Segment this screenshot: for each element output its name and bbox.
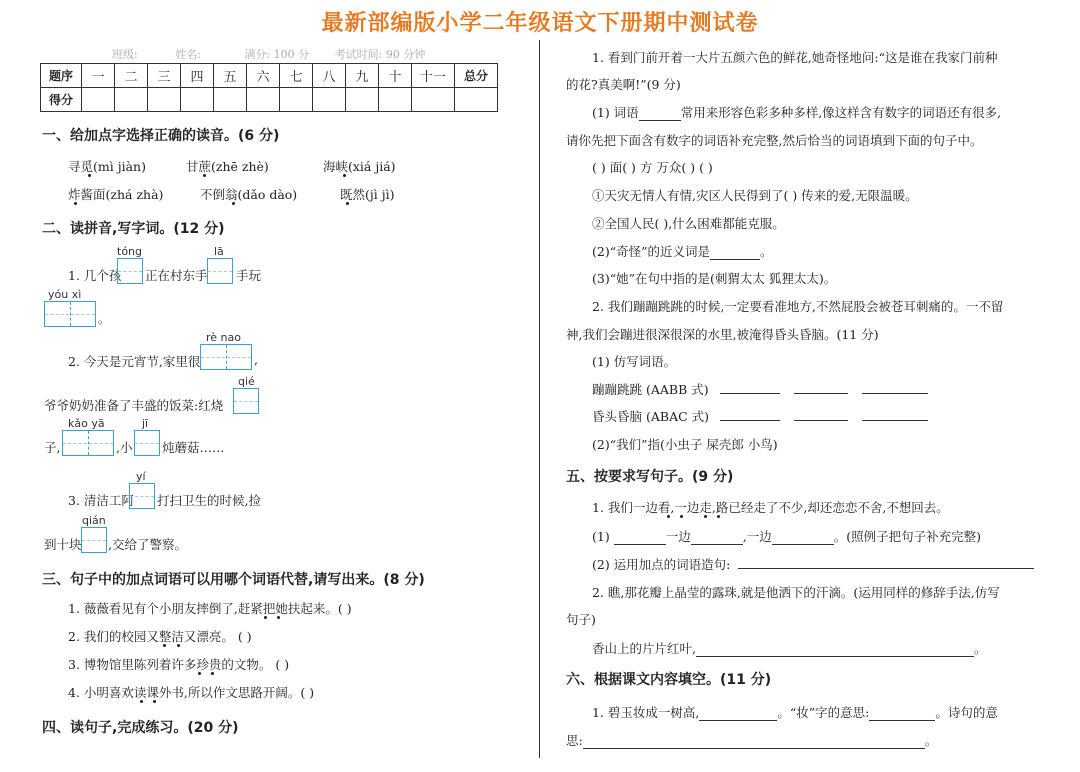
section-2-title: 二、读拼音,写字词。(12 分): [42, 221, 225, 237]
s4-text: 1. 看到门前开着一大片五颜六色的鲜花,她奇怪地问:“这是谁在我家门前种: [592, 50, 998, 65]
row-label: 得分: [41, 88, 82, 112]
score-table: [40, 63, 498, 112]
col-header: 三: [148, 64, 181, 88]
s2-text: 炖蘑菇……: [162, 440, 225, 455]
score-cell[interactable]: [148, 88, 181, 112]
blank-line[interactable]: [696, 644, 974, 657]
col-header: 九: [346, 64, 379, 88]
s4-text: ①天灾无情人有情,灾区人民得到了( ) 传来的爱,无限温暖。: [592, 188, 918, 203]
class-label: 班级:: [112, 48, 138, 61]
s4-text: 2. 我们蹦蹦跳跳的时候,一定要看准地方,不然屁股会被苍耳刺痛的。一不留: [592, 299, 1004, 314]
s2-text: 到十块: [44, 537, 82, 552]
col-header: 五: [214, 64, 247, 88]
s5-text: [592, 639, 987, 657]
total-header: 总分: [455, 64, 498, 88]
s3-item: 1. 薇薇看见有个小朋友摔倒了,赶紧把她扶起来。( ): [68, 601, 352, 616]
section-4-title: 四、读句子,完成练习。(20 分): [42, 720, 239, 736]
s6-text: [566, 731, 937, 749]
s5-text: [592, 527, 981, 545]
blank-line[interactable]: [869, 708, 935, 721]
emphasis-dot: [140, 700, 143, 703]
s4-text: [592, 103, 1001, 121]
blank-line[interactable]: [772, 532, 834, 545]
writing-box[interactable]: [129, 483, 155, 509]
s5-text-part: 。: [973, 641, 987, 656]
pinyin: lā: [214, 245, 224, 258]
col-header: 八: [313, 64, 346, 88]
s6-text-part: 。: [924, 733, 938, 748]
blank-line[interactable]: [720, 408, 780, 421]
col-header: 四: [181, 64, 214, 88]
s1-item: 炸酱面(zhá zhà): [68, 187, 164, 202]
s2-text: 1. 几个孩: [68, 268, 122, 283]
blank-line[interactable]: [583, 736, 925, 749]
emphasis-dot: [163, 644, 166, 647]
s2-text: 打扫卫生的时候,捡: [157, 493, 261, 508]
s1-item: 不倒翁(dǎo dào): [200, 187, 298, 202]
writing-box[interactable]: [233, 388, 259, 414]
writing-box[interactable]: [117, 258, 143, 284]
score-cell[interactable]: [247, 88, 280, 112]
pinyin: yóu xì: [48, 288, 82, 301]
writing-box[interactable]: [207, 258, 233, 284]
writing-box[interactable]: [44, 301, 96, 327]
section-3-title: 三、句子中的加点词语可以用哪个词语代替,请写出来。(8 分): [42, 572, 425, 588]
s1-item: 海峡(xiá jiá): [323, 159, 396, 174]
blank-line[interactable]: [794, 408, 848, 421]
section-5-title: 五、按要求写句子。(9 分): [566, 469, 734, 485]
pinyin: yí: [136, 470, 146, 483]
s1-item: 甘蔗(zhē zhè): [186, 159, 269, 174]
emphasis-dot: [153, 700, 156, 703]
s2-text: 。: [98, 311, 111, 326]
s2-text: ,交给了警察。: [108, 537, 187, 552]
writing-box[interactable]: [62, 430, 114, 456]
score-cell[interactable]: [379, 88, 412, 112]
s4-text-part: (1) 词语: [592, 105, 639, 120]
s6-text-part: 。诗句的意: [935, 705, 998, 720]
s4-text: 的花?真美啊!”(9 分): [566, 77, 681, 92]
s2-text: ,: [254, 352, 258, 367]
blank-line[interactable]: [862, 381, 928, 394]
blank-line[interactable]: [699, 708, 777, 721]
s5-text: 句子): [566, 612, 596, 627]
s2-text: 正在村东手: [145, 268, 208, 283]
score-cell[interactable]: [280, 88, 313, 112]
emphasis-dot: [346, 202, 349, 205]
emphasis-dot: [211, 672, 214, 675]
s4-text-part: (2)“奇怪”的近义词是: [592, 244, 710, 259]
emphasis-dot: [198, 672, 201, 675]
pinyin: qié: [238, 375, 255, 388]
emphasis-dot: [680, 515, 683, 518]
score-cell[interactable]: [82, 88, 115, 112]
blank-line[interactable]: [794, 381, 848, 394]
emphasis-dot: [88, 174, 91, 177]
blank-line[interactable]: [862, 408, 928, 421]
blank-line[interactable]: [691, 532, 743, 545]
score-cell[interactable]: [412, 88, 455, 112]
writing-box[interactable]: [200, 344, 252, 370]
row-label: 题序: [41, 64, 82, 88]
score-table-header-row: [41, 64, 498, 88]
col-header: 十一: [412, 64, 455, 88]
page-title: 最新部编版小学二年级语文下册期中测试卷: [321, 11, 759, 36]
s4-text: (1) 仿写词语。: [592, 354, 677, 369]
blank-line[interactable]: [720, 381, 780, 394]
s5-text-part: 。(照例子把句子补充完整): [833, 529, 981, 544]
blank-line[interactable]: [639, 108, 681, 121]
s5-text: 1. 我们一边看,一边走,路已经走了不少,却还恋恋不舍,不想回去。: [592, 500, 949, 515]
s5-text: (2) 运用加点的词语造句:: [592, 557, 731, 572]
blank-line[interactable]: [710, 247, 760, 260]
emphasis-dot: [74, 202, 77, 205]
section-1-title: 一、给加点字选择正确的读音。(6 分): [42, 128, 280, 144]
s5-text-part: 香山上的片片红叶,: [592, 641, 696, 656]
writing-box[interactable]: [134, 430, 160, 456]
s2-text: 手玩: [236, 268, 262, 283]
s2-text: 爷爷奶奶准备了丰盛的饭菜:红烧: [44, 398, 224, 413]
score-cell[interactable]: [115, 88, 148, 112]
s4-text-part: 。: [760, 244, 773, 259]
s4-text: 请你先把下面含有数字的词语补充完整,然后恰当的词语填到下面的句子中。: [566, 133, 983, 148]
blank-line[interactable]: [614, 532, 666, 545]
pinyin: rè nao: [206, 331, 241, 344]
emphasis-dot: [704, 515, 707, 518]
s1-item: 寻觅(mì jiàn): [68, 159, 146, 174]
s2-text: ,小: [116, 440, 133, 455]
s3-item: 4. 小明喜欢读课外书,所以作文思路开阔。( ): [68, 685, 315, 700]
col-header: 七: [280, 64, 313, 88]
score-cell[interactable]: [214, 88, 247, 112]
emphasis-dot: [343, 174, 346, 177]
emphasis-dot: [667, 515, 670, 518]
s4-text: 神,我们会蹦进很深很深的水里,被淹得昏头昏脑。(11 分): [566, 327, 879, 342]
score-cell[interactable]: [346, 88, 379, 112]
s5-text-part: ,一边: [742, 529, 772, 544]
s2-text: 2. 今天是元宵节,家里很: [68, 354, 201, 369]
s4-text: [592, 242, 773, 260]
emphasis-dot: [277, 616, 280, 619]
blank-line[interactable]: [738, 556, 1034, 569]
s4-text: (2)“我们”指(小虫子 屎壳郎 小鸟): [592, 437, 778, 452]
s4-text: 蹦蹦跳跳 (AABB 式): [592, 382, 709, 397]
s4-text: 昏头昏脑 (ABAC 式): [592, 409, 710, 424]
col-header: 二: [115, 64, 148, 88]
col-header: 六: [247, 64, 280, 88]
s6-text-part: 。“妆”字的意思:: [777, 705, 870, 720]
s6-text-part: 思:: [566, 733, 583, 748]
pinyin: kǎo yā: [68, 417, 105, 430]
s1-item: 既然(jì jì): [340, 187, 395, 202]
pinyin: jī: [142, 417, 149, 430]
time-label: 考试时间: 90 分钟: [334, 48, 426, 61]
score-cell[interactable]: [455, 88, 498, 112]
writing-box[interactable]: [81, 527, 107, 553]
s3-item: 2. 我们的校园又整洁又漂亮。 ( ): [68, 629, 252, 644]
score-table-score-row: [41, 88, 498, 112]
s5-text: 2. 瞧,那花瓣上晶莹的露珠,就是他洒下的汗滴。(运用同样的修辞手法,仿写: [592, 585, 1000, 600]
pinyin: qián: [82, 514, 106, 527]
s4-text: ②全国人民( ),什么困难都能克服。: [592, 216, 785, 231]
s5-text-part: 一边: [665, 529, 691, 544]
student-info: [112, 46, 447, 62]
name-label: 姓名:: [175, 48, 201, 61]
s5-text-part: (1): [592, 529, 610, 544]
emphasis-dot: [264, 616, 267, 619]
emphasis-dot: [177, 644, 180, 647]
score-cell[interactable]: [313, 88, 346, 112]
emphasis-dot: [717, 515, 720, 518]
s4-text-part: 常用来形容色彩多种多样,像这样含有数字的词语还有很多,: [680, 105, 1002, 120]
s2-text: 子,: [44, 440, 61, 455]
s6-text: [592, 703, 998, 721]
s3-item: 3. 博物馆里陈列着许多珍贵的文物。 ( ): [68, 657, 290, 672]
col-header: 一: [82, 64, 115, 88]
full-score-label: 满分: 100 分: [244, 48, 310, 61]
s4-text: ( ) 面( ) 方 万众( ) ( ): [592, 160, 713, 175]
score-cell[interactable]: [181, 88, 214, 112]
col-header: 十: [379, 64, 412, 88]
s2-text: 3. 清洁工阿: [68, 493, 134, 508]
s6-text-part: 1. 碧玉妆成一树高,: [592, 705, 700, 720]
pinyin: tóng: [117, 245, 142, 258]
s4-text: (3)“她”在句中指的是(刺猬太太 狐狸太太)。: [592, 271, 837, 286]
column-divider: [539, 40, 540, 758]
section-6-title: 六、根据课文内容填空。(11 分): [566, 672, 772, 688]
emphasis-dot: [232, 202, 235, 205]
emphasis-dot: [203, 174, 206, 177]
